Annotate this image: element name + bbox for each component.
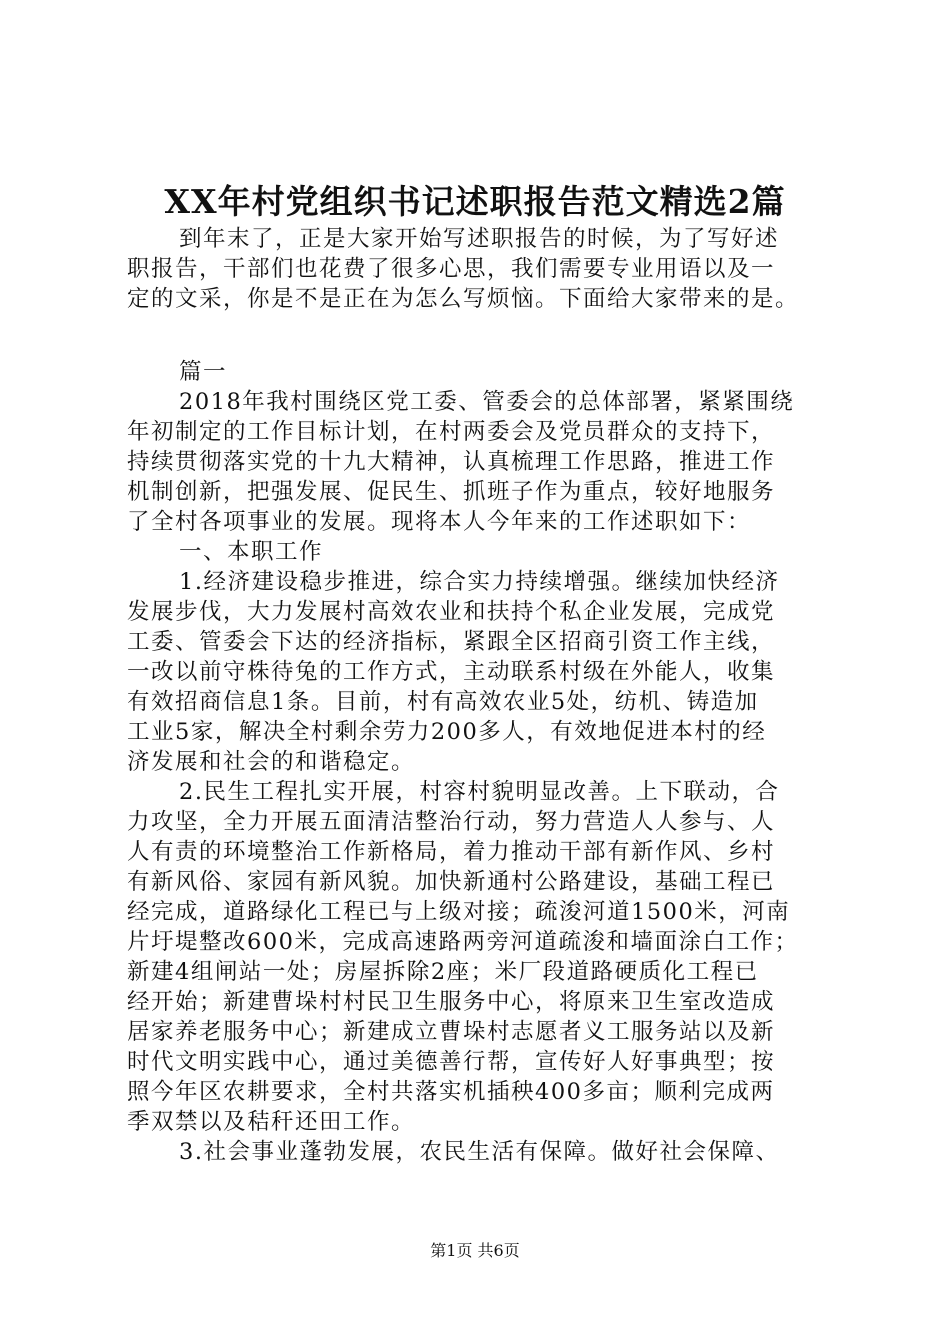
paragraph-line: 年初制定的工作目标计划，在村两委会及党员群众的支持下， — [127, 419, 776, 445]
item2-line: 2.民生工程扎实开展，村容村貌明显改善。上下联动，合 — [179, 779, 780, 805]
item1-line: 一改以前守株待兔的工作方式，主动联系村级在外能人，收集 — [127, 659, 776, 685]
item1-line: 工委、管委会下达的经济指标，紧跟全区招商引资工作主线， — [127, 629, 776, 655]
item2-line: 有新风俗、家园有新风貌。加快新通村公路建设，基础工程已 — [127, 869, 776, 895]
item2-line: 照今年区农耕要求，全村共落实机插秧400多亩；顺利完成两 — [127, 1079, 775, 1105]
paragraph-line: 2018年我村围绕区党工委、管委会的总体部署，紧紧围绕 — [179, 389, 795, 415]
intro-line: 定的文采，你是不是正在为怎么写烦恼。下面给大家带来的是。 — [127, 286, 800, 312]
item2-line: 片圩堤整改600米，完成高速路两旁河道疏浚和墙面涂白工作； — [127, 929, 799, 955]
section-heading: 篇一 — [179, 359, 228, 385]
paragraph-line: 机制创新，把强发展、促民生、抓班子作为重点，较好地服务 — [127, 479, 776, 505]
item2-line: 新建4组闸站一处；房屋拆除2座；米厂段道路硬质化工程已 — [127, 959, 759, 985]
item1-line: 1.经济建设稳步推进，综合实力持续增强。继续加快经济 — [179, 569, 780, 595]
item2-line: 经完成，道路绿化工程已与上级对接；疏浚河道1500米，河南 — [127, 899, 791, 925]
item1-line: 济发展和社会的和谐稳定。 — [127, 749, 416, 775]
item2-line: 经开始；新建曹垛村村民卫生服务中心，将原来卫生室改造成 — [127, 989, 776, 1015]
subheading: 一、本职工作 — [179, 539, 324, 565]
page-footer: 第1页 共6页 — [430, 1241, 520, 1260]
document-title: XX年村党组织书记述职报告范文精选2篇 — [164, 182, 786, 221]
item2-line: 时代文明实践中心，通过美德善行帮，宣传好人好事典型；按 — [127, 1049, 776, 1075]
item2-line: 季双禁以及秸秆还田工作。 — [127, 1109, 416, 1135]
item2-line: 居家养老服务中心；新建成立曹垛村志愿者义工服务站以及新 — [127, 1019, 776, 1045]
document-body — [127, 224, 827, 1167]
item3-line: 3.社会事业蓬勃发展，农民生活有保障。做好社会保障、 — [179, 1139, 780, 1165]
item2-line: 力攻坚，全力开展五面清洁整治行动，努力营造人人参与、人 — [127, 809, 776, 835]
paragraph-line: 持续贯彻落实党的十九大精神，认真梳理工作思路，推进工作 — [127, 449, 776, 475]
item2-line: 人有责的环境整治工作新格局，着力推动干部有新作风、乡村 — [127, 839, 776, 865]
paragraph-line: 了全村各项事业的发展。现将本人今年来的工作述职如下： — [127, 509, 752, 535]
intro-line: 到年末了，正是大家开始写述职报告的时候，为了写好述 — [179, 226, 780, 252]
paragraph-gap — [127, 314, 827, 357]
intro-line: 职报告，干部们也花费了很多心思，我们需要专业用语以及一 — [127, 256, 776, 282]
item1-line: 工业5家，解决全村剩余劳力200多人，有效地促进本村的经 — [127, 719, 767, 745]
item1-line: 有效招商信息1条。目前，村有高效农业5处，纺机、铸造加 — [127, 689, 759, 715]
item1-line: 发展步伐，大力发展村高效农业和扶持个私企业发展，完成党 — [127, 599, 776, 625]
